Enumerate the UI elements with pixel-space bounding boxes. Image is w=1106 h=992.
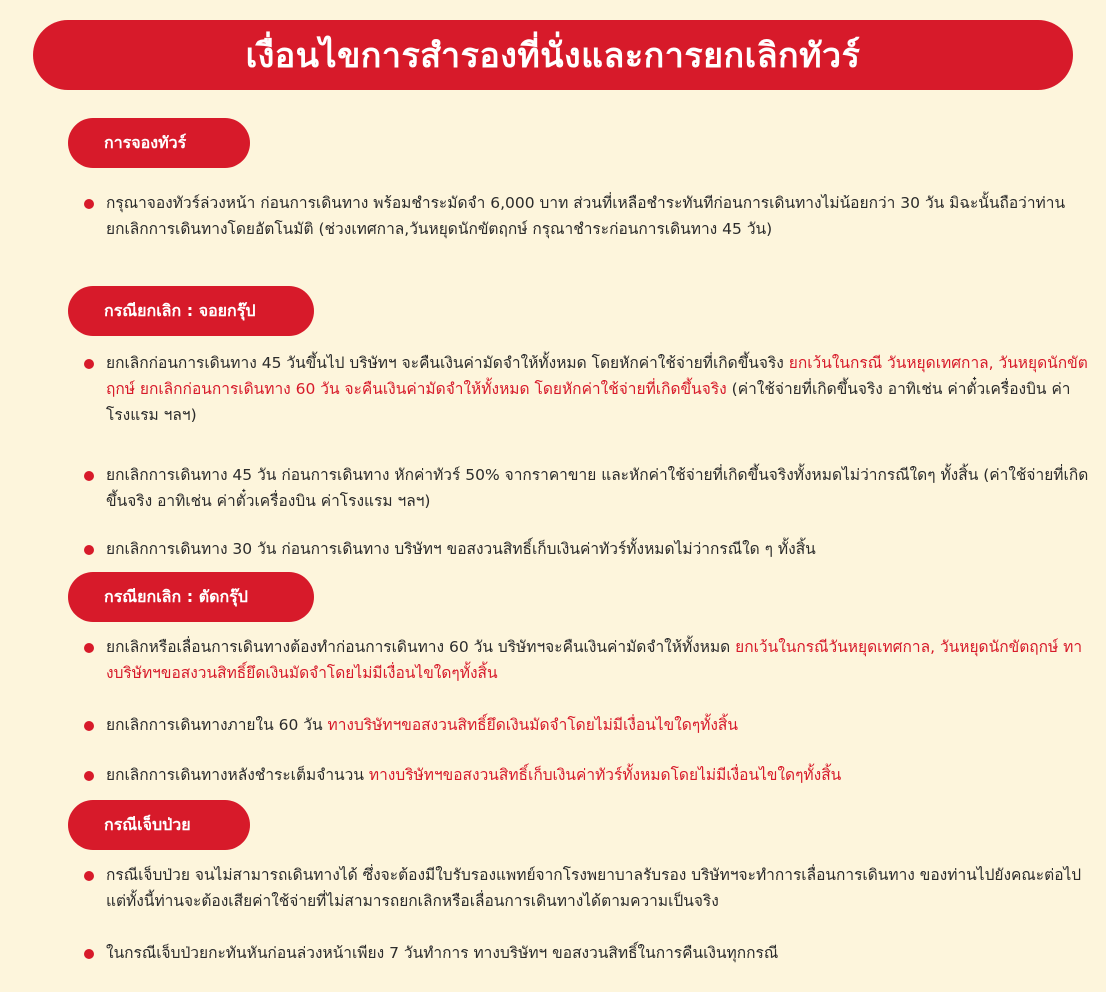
list-item: [84, 940, 1098, 966]
section-heading-illness: [68, 800, 250, 850]
bullet-icon: [84, 199, 94, 209]
text-highlight: ยกเว้นในกรณีวันหยุดเทศกาล, วันหยุดนักขัตฤกษ์ ทางบริษัทฯขอสงวนสิทธิ์ยึดเงินมัดจำโดยไม่มีเงื่อนไขใดๆทั้งสิ้น: [106, 638, 1083, 682]
text-normal: ยกเลิกหรือเลื่อนการเดินทางต้องทำก่อนการเดินทาง 60 วัน บริษัทฯจะคืนเงินค่ามัดจำให้ทั้งหมด: [106, 638, 736, 656]
list-item: [84, 634, 1098, 686]
text-normal: ยกเลิกการเดินทางภายใน 60 วัน: [106, 716, 328, 734]
text-highlight: ยกเว้นในกรณี วันหยุดเทศกาล, วันหยุดนักขัตฤกษ์ ยกเลิกก่อนการเดินทาง 60 วัน จะคืนเงินค่ามัดจำให้ทั้งหมด โดยหักค่าใช้จ่ายที่เกิดขึ้นจริง: [106, 354, 1088, 398]
section-heading-cancel-private: [68, 572, 314, 622]
bullet-icon: [84, 949, 94, 959]
list-item-text: ยกเลิกการเดินทาง 45 วัน ก่อนการเดินทาง หักค่าทัวร์ 50% จากราคาขาย และหักค่าใช้จ่ายที่เกิดขึ้นจริงทั้งหมดไม่ว่ากรณีใดๆ ทั้งสิ้น (ค่าใช้จ่ายที่เกิดขึ้นจริง อาทิเช่น ค่าตั๋วเครื่องบิน ค่าโรงแรม ฯลฯ): [106, 466, 1089, 510]
list-item-text: [106, 712, 738, 738]
list-item-text: [106, 350, 1098, 428]
list-item-text: กรุณาจองทัวร์ล่วงหน้า ก่อนการเดินทาง พร้อมชำระมัดจำ 6,000 บาท ส่วนที่เหลือชำระทันทีก่อนการเดินทางไม่น้อยกว่า 30 วัน มิฉะนั้นถือว่าท่านยกเลิกการเดินทางโดยอัตโนมัติ (ช่วงเทศกาล,วันหยุดนักขัตฤกษ์ กรุณาชำระก่อนการเดินทาง 45 วัน): [106, 194, 1066, 238]
section-heading-label: กรณียกเลิก : จอยกรุ๊ป: [104, 300, 256, 320]
bullet-icon: [84, 871, 94, 881]
text-highlight: ทางบริษัทฯขอสงวนสิทธิ์เก็บเงินค่าทัวร์ทั้งหมดโดยไม่มีเงื่อนไขใดๆทั้งสิ้น: [368, 766, 842, 784]
list-item-text: [106, 762, 841, 788]
bullet-icon: [84, 471, 94, 481]
list-item: [84, 350, 1098, 428]
section-heading-cancel-group: [68, 286, 314, 336]
section-heading-label: กรณีเจ็บป่วย: [104, 814, 191, 834]
list-item: [84, 862, 1098, 914]
text-normal: ยกเลิกการเดินทางหลังชำระเต็มจำนวน: [106, 766, 369, 784]
bullet-icon: [84, 359, 94, 369]
section-heading-booking: [68, 118, 250, 168]
list-item-text: [106, 634, 1098, 686]
bullet-icon: [84, 771, 94, 781]
text-normal: ยกเลิกก่อนการเดินทาง 45 วันขึ้นไป บริษัทฯ จะคืนเงินค่ามัดจำให้ทั้งหมด โดยหักค่าใช้จ่ายที่เกิดขึ้นจริง: [106, 354, 789, 372]
title-banner: [33, 20, 1073, 90]
list-item-text: กรณีเจ็บป่วย จนไม่สามารถเดินทางได้ ซึ่งจะต้องมีใบรับรองแพทย์จากโรงพยาบาลรับรอง บริษัทฯจะทำการเลื่อนการเดินทาง ของท่านไปยังคณะต่อไป แต่ทั้งนี้ท่านจะต้องเสียค่าใช้จ่ายที่ไม่สามารถยกเลิกหรือเลื่อนการเดินทางได้ตามความเป็นจริง: [106, 866, 1082, 910]
text-normal: (ค่าใช้จ่ายที่เกิดขึ้นจริง อาทิเช่น ค่าตั๋วเครื่องบิน ค่าโรงแรม ฯลฯ): [106, 380, 1071, 424]
section-heading-label: กรณียกเลิก : ตัดกรุ๊ป: [104, 586, 248, 606]
bullet-icon: [84, 545, 94, 555]
bullet-icon: [84, 721, 94, 731]
text-highlight: ทางบริษัทฯขอสงวนสิทธิ์ยึดเงินมัดจำโดยไม่มีเงื่อนไขใดๆทั้งสิ้น: [327, 716, 738, 734]
list-item-text: ในกรณีเจ็บป่วยกะทันหันก่อนล่วงหน้าเพียง 7 วันทำการ ทางบริษัทฯ ขอสงวนสิทธิ์ในการคืนเงินทุกกรณี: [106, 944, 779, 962]
page-title: เงื่อนไขการสำรองที่นั่งและการยกเลิกทัวร์: [245, 36, 861, 76]
list-item: [84, 536, 1098, 562]
list-item: [84, 712, 1098, 738]
bullet-icon: [84, 643, 94, 653]
list-item: [84, 190, 1098, 242]
list-item: [84, 462, 1098, 514]
list-item-text: ยกเลิกการเดินทาง 30 วัน ก่อนการเดินทาง บริษัทฯ ขอสงวนสิทธิ์เก็บเงินค่าทัวร์ทั้งหมดไม่ว่ากรณีใด ๆ ทั้งสิ้น: [106, 540, 816, 558]
list-item: [84, 762, 1098, 788]
section-heading-label: การจองทัวร์: [104, 132, 187, 152]
